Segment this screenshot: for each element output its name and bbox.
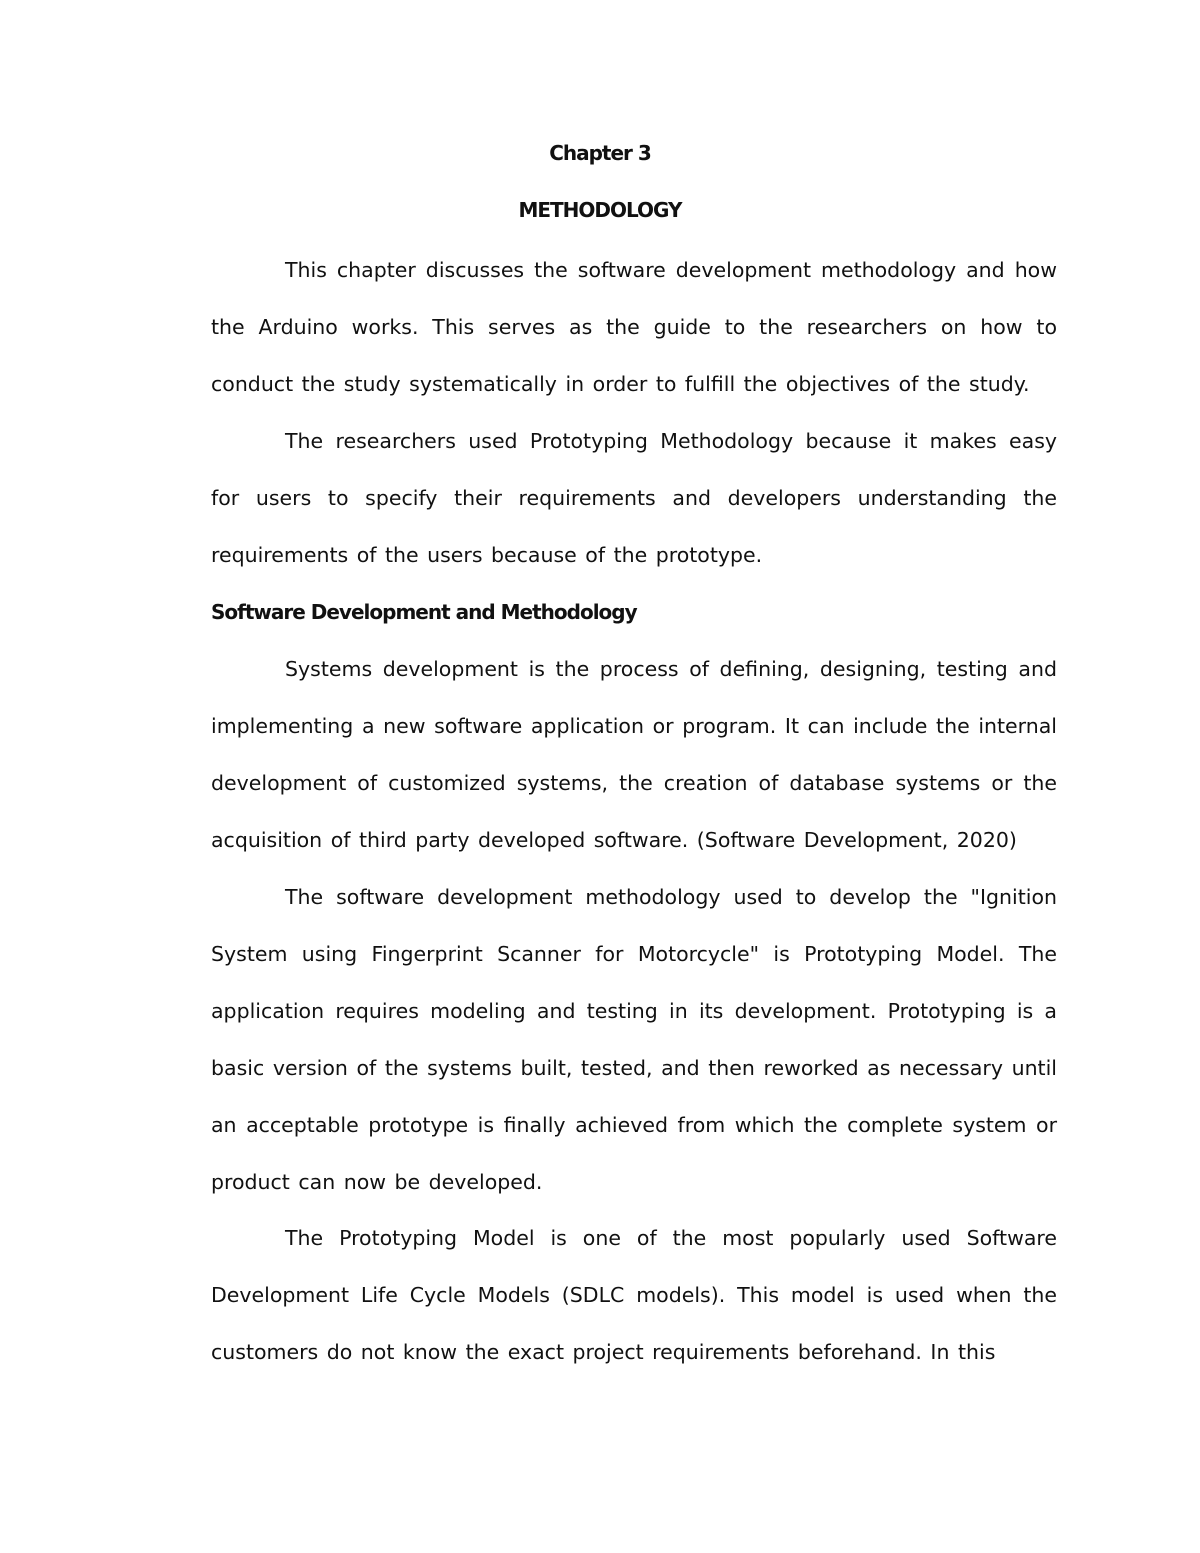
paragraph-methodology-used: The software development methodology used to develop the "Ignition System using Fingerprint Scanner for Motorcycle" is Prototyping Model. The application requires modeling and testing in its development. Prototyping is a basic version of the systems built, tested, and then reworked as necessary until an acceptable prototype is finally achieved from which the complete system or product can now be developed. (211, 885, 1057, 1194)
chapter-title: METHODOLOGY (518, 198, 682, 222)
section-heading: Software Development and Methodology (211, 600, 637, 624)
paragraph-prototyping-reason: The researchers used Prototyping Methodology because it makes easy for users to specify their requirements and developers understanding the requirements of the users because of the prototype. (211, 429, 1057, 567)
paragraph-systems-development: Systems development is the process of defining, designing, testing and implementing a new software application or program. It can include the internal development of customized systems, the creation of database systems or the acquisition of third party developed software. (Software Development, 2020) (211, 657, 1057, 852)
chapter-label: Chapter 3 (549, 141, 651, 165)
paragraph-prototyping-model: The Prototyping Model is one of the most popularly used Software Development Life Cycle Models (SDLC models). This model is used when the customers do not know the exact project requirements beforehand. In this (211, 1226, 1057, 1364)
paragraph-intro: This chapter discusses the software development methodology and how the Arduino works. This serves as the guide to the researchers on how to conduct the study systematically in order to fulfill the objectives of the study. (211, 258, 1057, 396)
